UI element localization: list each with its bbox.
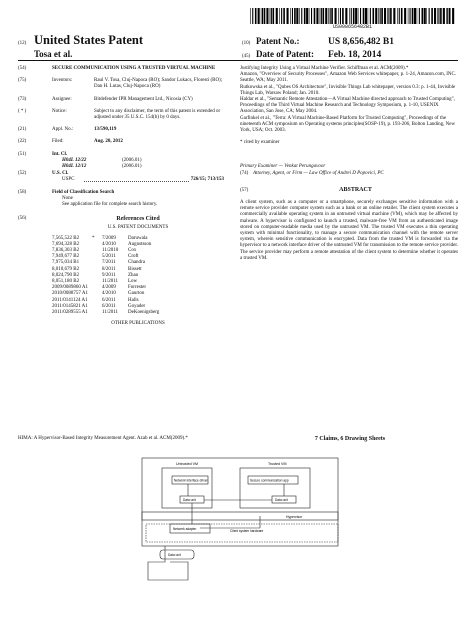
barcode-bar [349,8,350,24]
publication-list [240,66,458,134]
barcode-bar [431,8,433,24]
other-pub-text: HIMA: A Hypervisor-Based Integrity Measurement Agent. Azab et al. ACM(2009).* [18,436,188,441]
reference-row: 2009/0089860 A1 4/2009 Forrester [52,285,147,291]
label-data-unit-1: Data unit [183,498,196,502]
barcode [250,8,455,24]
intcl-class-2: H04L 12/12 [62,164,87,170]
barcode-bar [309,8,310,24]
barcode-bar [258,8,260,24]
barcode-bar [437,8,438,24]
barcode-bar [447,8,448,24]
barcode-bar [393,8,395,24]
barcode-bar [264,8,266,24]
patent-no-label: Patent No.: [256,36,300,46]
barcode-bar [340,8,341,24]
uscl-value: 726/15; 713/153 [190,177,224,183]
reference-list [52,236,224,317]
barcode-bar [321,8,322,24]
us-patent-docs-heading: U.S. PATENT DOCUMENTS [107,225,169,231]
label-secure-app: Secure communication app [250,478,289,483]
claims-summary: 7 Claims, 6 Drawing Sheets [314,436,386,442]
barcode-bar [306,8,308,24]
barcode-bar [252,8,253,24]
barcode-bar [345,8,347,24]
barcode-bar [404,8,406,24]
barcode-bar [299,8,300,24]
barcode-bar [390,8,392,24]
barcode-bar [440,8,442,24]
barcode-bar [388,8,389,24]
publication-entry: Haldar et al., "Semantic Remote Attestation—A Virtual Machine directed approach to Trusted Computing", Proceedings of the Third Virtual Machine Research and Technology Symposium, p. 1-10, USENIX Association, San Jose, CA; May 2004. [240,97,455,115]
barcode-bar [424,8,426,24]
publication-entry: Rutkowska et al., "Qubes OS Architecture", Invisible Things Lab whitepaper, version 0.3: p. 1-44, Invisible Things Lab, Warsaw Poland; Jan. 2010. [240,84,456,96]
barcode-bar [422,8,424,24]
barcode-bar [338,8,339,24]
barcode-bar [412,8,414,24]
barcode-bar [397,8,398,24]
barcode-bar [363,8,365,24]
date-label: Date of Patent: [256,49,314,59]
barcode-bars [250,8,455,24]
abstract-text: A client system, such as a computer or a smartphone, securely exchanges sensitive information with a remote service provider computer system such as a bank or an online retailer. The client system executes a commercially available operating system in an untrusted virtual machine (VM), which may be affected by malware. A hypervisor is configured to launch a trusted, malware-free VM from an authenticated image stored on computer-readable media used by the untrusted VM. The trusted VM executes a thin operating system with minimal functionality, to manage a secure communication channel with the remote server system, wherein sensitive communication is encrypted. Data from the trusted VM is forwarded via the hypervisor to a network interface driver of the untrusted VM for transmission to the remote service provider. The service provider may perform a remote attestation of the client system to determine whether it operates a trusted VM. [240,200,458,261]
barcode-bar [443,8,445,24]
barcode-bar [452,8,454,24]
reference-row: 2011/0289555 A1 11/2011 DeKoenigsberg [52,310,160,316]
refs-heading-row: (56) References Cited [52,216,224,222]
kind-code-10: (10) [242,41,251,46]
barcode-number: US008656482B1 [332,24,372,30]
barcode-bar [290,8,291,24]
left-column: (54) SECURE COMMUNICATION USING A TRUSTED VIRTUAL MACHINE (75) Inventors: Raul V. Tosa, Cluj-Napoca (RO); Sandor Lukacs, Floresti (RO); Dan H. Lutas, Cluj-Napoca (RO) (73) Assignee: Bitdefender IPR Management Ltd., Nicosia (CY) ( * ) Notice: Subject to any disclaimer, the term of this patent is extended or adjusted under 35 U.S.C. 154(b) by 0 days. (21) Appl. No.: 13/590,119 (22) Filed: Aug. 20, 2012 (51) Int. Cl. H04L 12/22 (2006.01) H04L 12/12 (2006.01) (52) U.S. Cl. USPC 726/15; 713/153 (58) Field of Classification Search None See application file for complete search history. (56) References Cited U.S. PATENT DOCUMENTS 7,565,522 B2 * 7/2009 Daruwala 7,694,328 B2 4/2010 Augustsson 7,836,303 B2 11/2010 Cox 7,949,677 B2 5/2011 Croft 7,975,034 B1 7/2011 Chandra 8,010,679 B2 8/2011 Bissett 8,024,790 B2 9/2011 Zhao 8,051,180 B2 11/2011 Low 2009/0089860 A1 4/2009 Forrester 2010/0088757 A1 4/2010 Gaurton 2011/0141124 A1 6/2011 Halls 2011/0145821 A1 6/2011 Goyader 2011/0289555 A1 11/2011 DeKoenigsberg OTHER PUBLICATIONS [18,66,224,327]
header-rule [18,60,458,61]
barcode-bar [292,8,293,24]
label-untrusted-vm: Untrusted VM [176,462,198,466]
reference-row: 2011/0145821 A1 6/2011 Goyader [52,303,146,309]
barcode-bar [399,8,400,24]
refs-heading: References Cited [116,216,160,223]
field-search: (58) Field of Classification Search [18,189,115,195]
barcode-bar [311,8,312,24]
patent-number: US 8,656,482 B1 [328,37,394,47]
label-trusted-vm: Trusted VM [268,462,287,466]
barcode-bar [316,8,318,24]
barcode-bar [353,8,355,24]
title-field: (54) SECURE COMMUNICATION USING A TRUSTED VIRTUAL MACHINE [52,66,224,72]
barcode-bar [294,8,296,24]
patent-date: Feb. 18, 2014 [328,50,382,60]
barcode-bar [266,8,268,24]
barcode-bar [370,8,371,24]
barcode-bar [365,8,367,24]
barcode-bar [426,8,427,24]
barcode-bar [314,8,316,24]
abstract-heading: ABSTRACT [339,186,372,193]
field-search-note: See application file for complete search history. [62,202,158,208]
uscl-field: (52) U.S. Cl. [18,171,69,177]
barcode-bar [330,8,331,24]
kind-code-12: (12) [18,41,27,46]
barcode-bar [355,8,357,24]
barcode-bar [283,8,285,24]
barcode-bar [380,8,381,24]
barcode-bar [281,8,282,24]
reference-row: 7,565,522 B2 * 7/2009 Daruwala [52,235,148,241]
barcode-bar [301,8,302,24]
filed-field: (22) Filed: Aug. 20, 2012 [52,139,224,145]
barcode-bar [296,8,298,24]
appl-no: 13/590,119 [94,127,117,133]
barcode-bar [261,8,262,24]
barcode-bar [273,8,275,24]
barcode-bar [250,8,251,24]
filed-date: Aug. 20, 2012 [94,139,123,145]
barcode-bar [429,8,430,24]
reference-row: 8,010,679 B2 8/2011 Bissett [52,266,142,272]
barcode-bar [373,8,375,24]
notice-text: Subject to any disclaimer, the term of this patent is extended or adjusted under 35 U.S.C. 154(b) by 0 days. [94,108,221,121]
intcl-class-1: H04L 12/22 [62,157,87,163]
barcode-bar [417,8,418,24]
barcode-bar [446,8,447,24]
barcode-bar [449,8,451,24]
barcode-bar [271,8,272,24]
publication-entry: Garfinkel et al., "Terra: A Virtual Machine-Based Platform for Trusted Computing", Proceedings of the nineteenth ACM symposium on Operating systems principles(SOSP-19), p. 193-206, Bolton Landing, New York, USA; Oct. 2003. [240,115,456,134]
barcode-bar [438,8,439,24]
reference-row: 2011/0141124 A1 6/2011 Halls [52,297,139,303]
reference-row: 7,975,034 B1 7/2011 Chandra [52,260,145,266]
label-client-hardware: Client system hardware [230,529,264,533]
barcode-bar [414,8,416,24]
barcode-bar [342,8,344,24]
barcode-bar [384,8,386,24]
barcode-bar [368,8,369,24]
patent-type-title: United States Patent [34,33,144,47]
primary-examiner: Primary Examiner — Venkat Perungavoor [240,164,326,170]
barcode-bar [325,8,327,24]
publication-entry: Justifying Integrity Using a Virtual Machine Verifier. Schiffman et al. ACM(2009).* [240,66,409,71]
barcode-bar [328,8,329,24]
label-network-adapter: Network adapter [173,527,197,531]
intcl-date-2: (2006.01) [122,164,142,170]
intcl-date-1: (2006.01) [122,157,142,163]
inventors-text: Raul V. Tosa, Cluj-Napoca (RO); Sandor Lukacs, Floresti (RO); Dan H. Lutas, Cluj-Napoca (RO) [94,78,223,90]
right-column: Justifying Integrity Using a Virtual Machine Verifier. Schiffman et al. ACM(2009).* Amazon, "Overview of Security Processes", Amazon Web Services whitepaper, p. 1-24, Amazon.com, INC. Seattle, WA; May 2011. Rutkowska et al., "Qubes OS Architecture", Invisible Things Lab whitepaper, version 0.3: p. 1-44, Invisible Things Lab, Warsaw Poland; Jan. 2010. Haldar et al., "Semantic Remote Attestation—A Virtual Machine directed approach to Trusted Computing", Proceedings of the Third Virtual Machine Research and Technology Symposium, p. 1-10, USENIX Association, San Jose, CA; May 2004. Garfinkel et al., "Terra: A Virtual Machine-Based Platform for Trusted Computing", Proceedings of the nineteenth ACM symposium on Operating systems principles(SOSP-19), p. 193-206, Bolton Landing, New York, USA; Oct. 2003. * cited by examiner Primary Examiner — Venkat Perungavoor (74) Attorney, Agent, or Firm — Law Office of Andrei D Popovici, PC (57) ABSTRACT A client system, such as a computer or a smartphone, securely exchanges sensitive information with a remote service provider computer system such as a bank or an online retailer. The client system executes a commercially available operating system in an untrusted virtual machine (VM), which may be affected by malware. A hypervisor is configured to launch a trusted, malware-free VM from an authenticated image stored on computer-readable media used by the untrusted VM. The trusted VM executes a thin operating system with minimal functionality, to manage a secure communication channel with the remote server system, wherein sensitive communication is encrypted. Data from the trusted VM is forwarded via the hypervisor to a network interface driver of the untrusted VM for transmission to the remote service provider. The service provider may perform a remote attestation of the client system to determine whether it operates a trusted VM. [240,66,458,261]
barcode-bar [320,8,321,24]
barcode-bar [255,8,257,24]
barcode-bar [351,8,352,24]
label-net-driver: Network interface driver [174,478,208,483]
assignee-text: Bitdefender IPR Management Ltd., Nicosia (CY) [94,96,193,102]
notice-field: ( * ) Notice: Subject to any disclaimer, the term of this patent is extended or adjusted under 35 U.S.C. 154(b) by 0 days. [52,109,224,121]
intcl-field: (51) Int. Cl. [18,151,68,157]
barcode-bar [419,8,420,24]
assignee-field: (73) Assignee: Bitdefender IPR Management Ltd., Nicosia (CY) [52,97,224,103]
barcode-bar [276,8,278,24]
barcode-bar [304,8,306,24]
barcode-bar [279,8,280,24]
label-data-unit-2: Data unit [275,498,288,502]
reference-row: 8,024,790 B2 9/2011 Zhao [52,272,139,278]
patent-header [18,33,458,60]
barcode-bar [270,8,271,24]
label-hypervisor: Hypervisor [286,515,303,519]
barcode-bar [378,8,379,24]
barcode-bar [408,8,409,24]
reference-row: 2010/0088757 A1 4/2010 Gaurton [52,291,145,297]
reference-row: 7,949,677 B2 5/2011 Croft [52,254,139,260]
drawing-figure [140,450,340,605]
cited-by-examiner: * cited by examiner [240,140,280,146]
barcode-bar [323,8,325,24]
barcode-bar [335,8,337,24]
inventor-short: Tosa et al. [34,49,73,59]
barcode-bar [331,8,333,24]
appl-field: (21) Appl. No.: 13/590,119 [52,127,224,133]
reference-row: 7,836,303 B2 11/2010 Cox [52,248,137,254]
inventors-field: (75) Inventors: Raul V. Tosa, Cluj-Napoca (RO); Sandor Lukacs, Floresti (RO); Dan H. Lutas, Cluj-Napoca (RO) [18,78,223,90]
barcode-bar [375,8,377,24]
reference-row: 8,051,180 B2 11/2011 Low [52,279,138,285]
reference-row: 7,694,328 B2 4/2010 Augustsson [52,241,152,247]
label-data-unit-3: Data unit [168,553,181,557]
barcode-bar [410,8,411,24]
publication-entry: Amazon, "Overview of Security Processes", Amazon Web Services whitepaper, p. 1-24, Amazon.com, INC. Seattle, WA; May 2011. [240,72,457,84]
barcode-bar [387,8,388,24]
representative-drawing [140,450,340,605]
barcode-bar [360,8,361,24]
barcode-bar [381,8,383,24]
barcode-bar [287,8,289,24]
barcode-bar [434,8,436,24]
barcode-bar [401,8,403,24]
barcode-bar [358,8,359,24]
other-pubs-heading: OTHER PUBLICATIONS [111,321,165,327]
kind-code-45: (45) [242,54,251,59]
barcode-bar [262,8,263,24]
invention-title: SECURE COMMUNICATION USING A TRUSTED VIRTUAL MACHINE [52,66,216,71]
attorney: Attorney, Agent, or Firm — Law Office of Andrei D Popovici, PC [253,170,384,176]
